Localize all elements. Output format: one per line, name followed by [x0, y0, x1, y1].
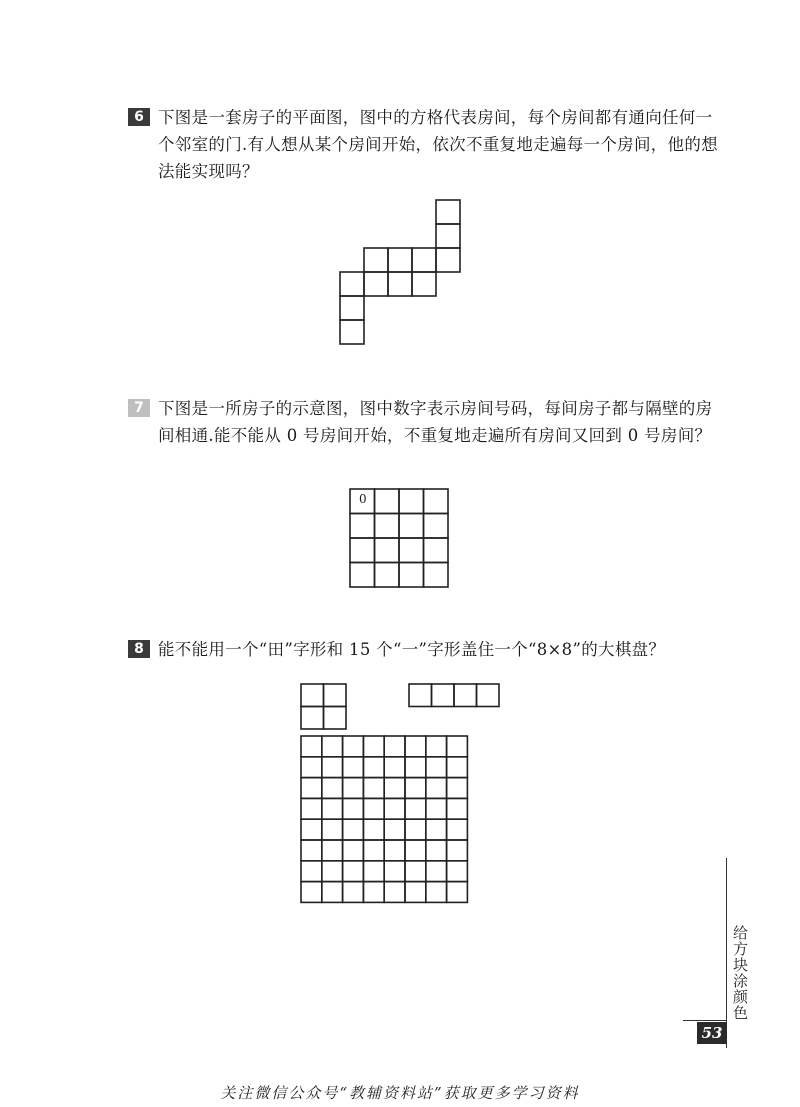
room-cell	[424, 514, 449, 539]
room-cell	[388, 248, 412, 272]
board-cell	[322, 736, 343, 757]
board-cell	[322, 778, 343, 799]
problem-text: 能不能用一个“田”字形和 15 个“一”字形盖住一个“8×8”的大棋盘？	[158, 640, 666, 659]
board-cell	[301, 861, 322, 882]
board-cell	[447, 882, 468, 903]
room-cell	[399, 489, 424, 514]
problem-text: 下图是一套房子的平面图，图中的方格代表房间，每个房间都有通向任何一个邻室的门.有人想从某个房间开始，依次不重复地走遍每一个房间，他的想法能实现吗？	[158, 108, 718, 181]
board-cell	[426, 882, 447, 903]
board-cell	[405, 798, 426, 819]
problem-number: 7	[128, 399, 150, 417]
board-cell	[301, 757, 322, 778]
room-cell	[436, 200, 460, 224]
board-cell	[322, 840, 343, 861]
room-cell	[424, 538, 449, 563]
board-cell	[405, 861, 426, 882]
room-cell	[388, 272, 412, 296]
board-cell	[447, 736, 468, 757]
tian-cell	[324, 707, 347, 730]
board-cell	[322, 757, 343, 778]
room-cell	[350, 538, 375, 563]
board-cell	[405, 778, 426, 799]
board-cell	[363, 882, 384, 903]
tian-cell	[324, 684, 347, 707]
yi-cell	[432, 684, 455, 707]
board-cell	[405, 757, 426, 778]
board-cell	[426, 778, 447, 799]
board-cell	[447, 798, 468, 819]
board-cell	[322, 819, 343, 840]
room-cell	[399, 538, 424, 563]
board-cell	[426, 861, 447, 882]
board-cell	[384, 778, 405, 799]
board-cell	[322, 798, 343, 819]
board-cell	[322, 882, 343, 903]
room-cell	[412, 272, 436, 296]
yi-shape-figure	[408, 683, 502, 707]
board-cell	[301, 798, 322, 819]
room-cell	[340, 320, 364, 344]
board-cell	[447, 819, 468, 840]
chessboard-figure	[300, 735, 470, 905]
board-cell	[384, 861, 405, 882]
board-cell	[363, 861, 384, 882]
room-cell	[350, 514, 375, 539]
board-cell	[343, 819, 364, 840]
board-cell	[447, 757, 468, 778]
tian-cell	[301, 707, 324, 730]
tian-cell	[301, 684, 324, 707]
problem-8	[128, 636, 728, 663]
board-cell	[447, 861, 468, 882]
board-cell	[426, 840, 447, 861]
room-cell	[412, 248, 436, 272]
room-cell	[399, 514, 424, 539]
board-cell	[426, 736, 447, 757]
tian-shape-figure	[300, 683, 348, 731]
yi-cell	[454, 684, 477, 707]
room-cell	[424, 489, 449, 514]
board-cell	[343, 757, 364, 778]
board-cell	[363, 819, 384, 840]
board-cell	[426, 819, 447, 840]
chapter-title: 给方块涂颜色	[731, 925, 749, 1021]
footer-note: 关注微信公众号“教辅资料站”获取更多学习资料	[220, 1084, 580, 1102]
board-cell	[405, 882, 426, 903]
problem-6	[128, 104, 728, 185]
room-cell	[364, 248, 388, 272]
board-cell	[426, 757, 447, 778]
room-cell	[340, 296, 364, 320]
room-cell	[436, 248, 460, 272]
board-cell	[301, 882, 322, 903]
board-cell	[384, 840, 405, 861]
board-cell	[343, 778, 364, 799]
board-cell	[363, 840, 384, 861]
board-cell	[363, 757, 384, 778]
room-cell	[424, 563, 449, 588]
room-number-label: 0	[359, 492, 367, 506]
yi-cell	[409, 684, 432, 707]
problem-number: 8	[128, 640, 150, 658]
board-cell	[322, 861, 343, 882]
board-cell	[363, 798, 384, 819]
problem-7	[128, 395, 728, 449]
board-cell	[384, 736, 405, 757]
room-cell	[375, 489, 400, 514]
board-cell	[384, 882, 405, 903]
board-cell	[384, 798, 405, 819]
board-cell	[447, 778, 468, 799]
room-cell	[399, 563, 424, 588]
board-cell	[343, 882, 364, 903]
board-cell	[447, 840, 468, 861]
room-cell	[340, 272, 364, 296]
board-cell	[343, 861, 364, 882]
sidebar-rule	[683, 1020, 727, 1021]
board-cell	[301, 819, 322, 840]
board-cell	[301, 778, 322, 799]
problem-number: 6	[128, 108, 150, 126]
floor-plan-figure	[338, 198, 463, 346]
room-cell	[350, 563, 375, 588]
room-cell	[364, 272, 388, 296]
board-cell	[301, 840, 322, 861]
room-cell	[375, 514, 400, 539]
board-cell	[405, 840, 426, 861]
board-cell	[405, 819, 426, 840]
board-cell	[343, 798, 364, 819]
board-cell	[363, 778, 384, 799]
room-cell	[375, 538, 400, 563]
board-cell	[343, 840, 364, 861]
room-cell	[436, 224, 460, 248]
board-cell	[384, 757, 405, 778]
page-number: 53	[697, 1022, 727, 1044]
problem-text: 下图是一所房子的示意图，图中数字表示房间号码，每间房子都与隔壁的房间相通.能不能从 0 号房间开始，不重复地走遍所有房间又回到 0 号房间？	[158, 399, 713, 445]
board-cell	[301, 736, 322, 757]
board-cell	[405, 736, 426, 757]
room-cell	[375, 563, 400, 588]
board-cell	[363, 736, 384, 757]
board-cell	[426, 798, 447, 819]
board-cell	[343, 736, 364, 757]
board-cell	[384, 819, 405, 840]
yi-cell	[477, 684, 500, 707]
